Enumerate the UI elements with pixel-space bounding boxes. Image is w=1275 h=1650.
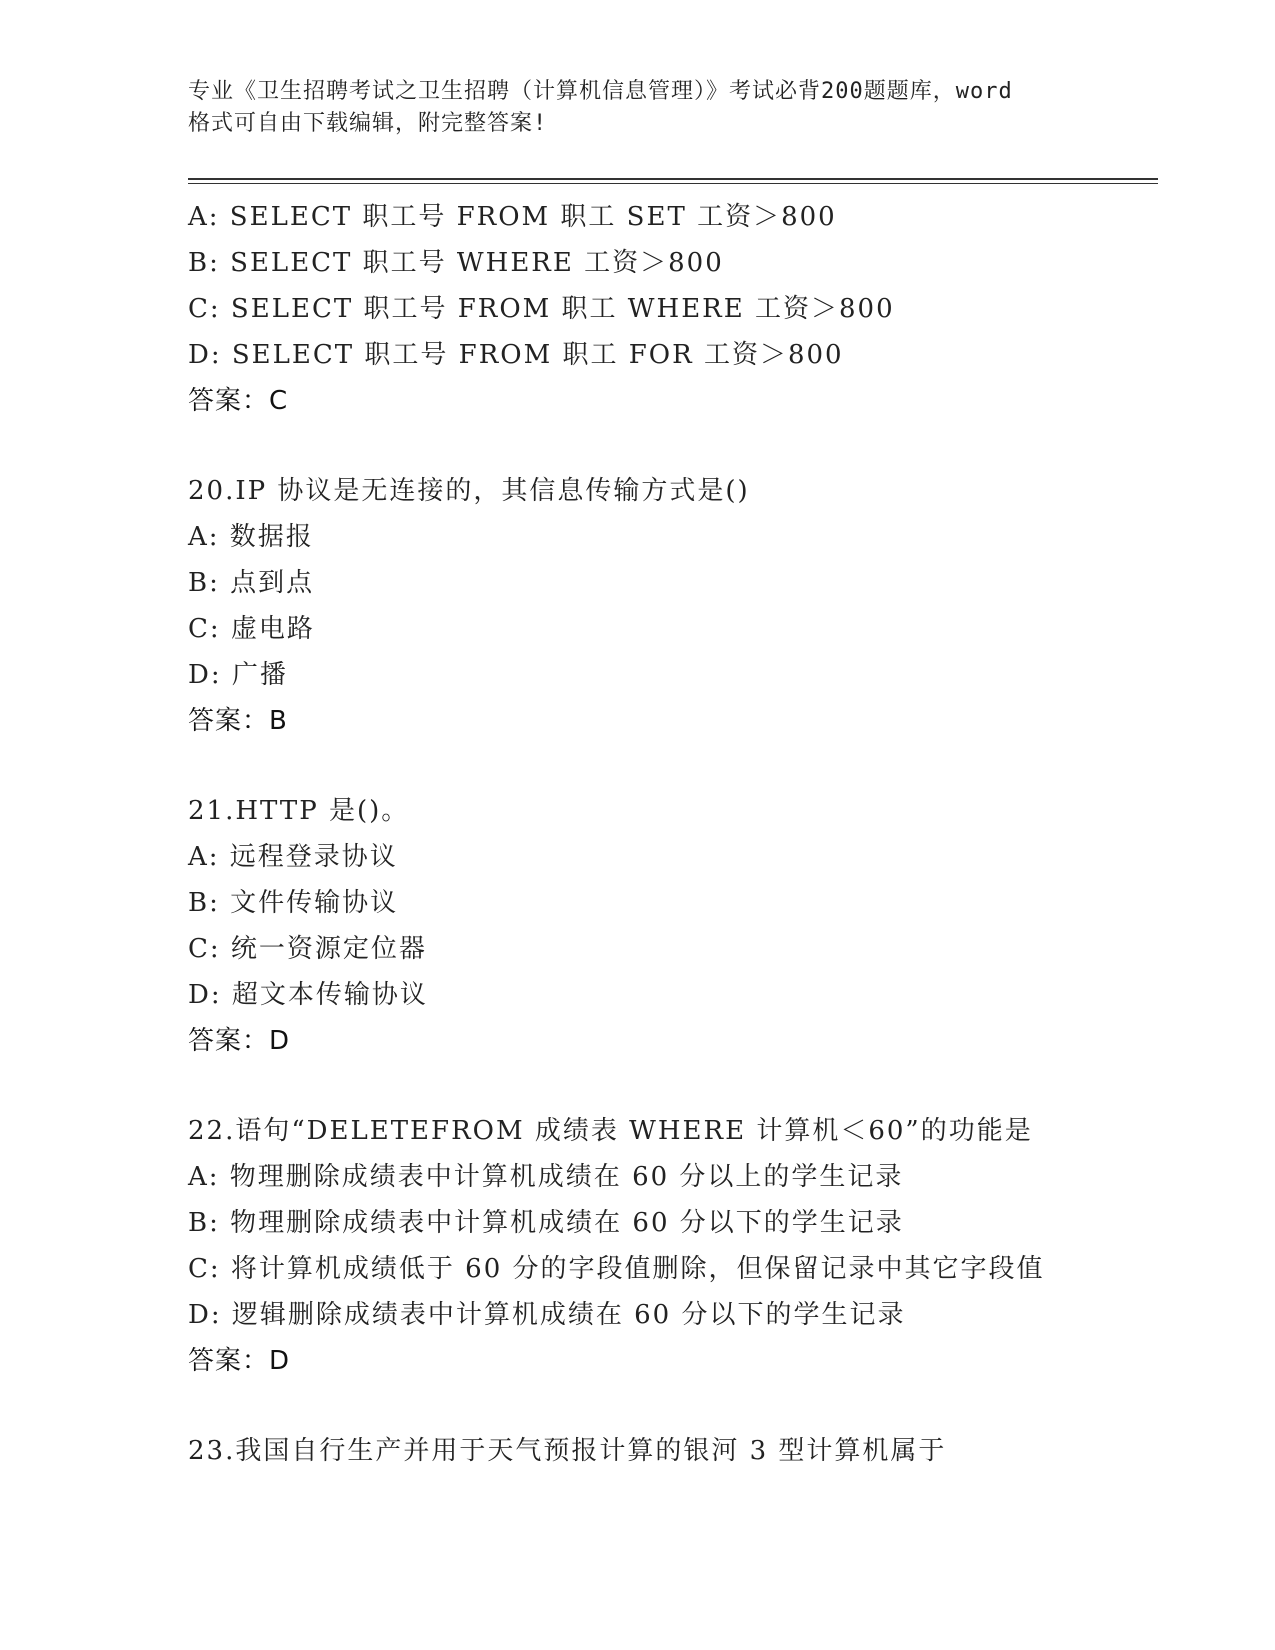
- option-a: A: 远程登录协议: [188, 842, 398, 872]
- option-c: C: 统一资源定位器: [188, 934, 427, 964]
- option-a: A: 物理删除成绩表中计算机成绩在 60 分以上的学生记录: [188, 1162, 904, 1192]
- option-d: D: 广播: [188, 660, 288, 690]
- question-stem: 22.语句“DELETEFROM 成绩表 WHERE 计算机＜60”的功能是: [188, 1116, 1033, 1146]
- header-line-2: 格式可自由下载编辑，附完整答案!: [188, 111, 548, 136]
- question-21: [188, 788, 1168, 1064]
- option-c: C: 将计算机成绩低于 60 分的字段值删除，但保留记录中其它字段值: [188, 1254, 1045, 1284]
- question-19: [188, 194, 1168, 424]
- question-22: [188, 1108, 1168, 1384]
- option-c: C: SELECT 职工号 FROM 职工 WHERE 工资＞800: [188, 294, 895, 324]
- option-a: A: SELECT 职工号 FROM 职工 SET 工资＞800: [188, 202, 837, 232]
- document-header: [188, 76, 1088, 140]
- question-list: [188, 194, 1168, 1474]
- spacer: [188, 744, 1168, 788]
- question-stem: 21.HTTP 是()。: [188, 796, 410, 826]
- spacer: [188, 424, 1168, 468]
- spacer: [188, 1064, 1168, 1108]
- answer: 答案：B: [188, 706, 288, 736]
- option-d: D: 超文本传输协议: [188, 980, 428, 1010]
- header-line-1: 专业《卫生招聘考试之卫生招聘（计算机信息管理）》考试必背200题题库，word: [188, 79, 1013, 104]
- question-stem: 20.IP 协议是无连接的，其信息传输方式是(): [188, 476, 750, 506]
- option-b: B: 物理删除成绩表中计算机成绩在 60 分以下的学生记录: [188, 1208, 904, 1238]
- option-d: D: 逻辑删除成绩表中计算机成绩在 60 分以下的学生记录: [188, 1300, 906, 1330]
- answer: 答案：D: [188, 1346, 291, 1376]
- option-b: B: SELECT 职工号 WHERE 工资＞800: [188, 248, 724, 278]
- option-b: B: 点到点: [188, 568, 315, 598]
- header-rule-thick: [188, 178, 1158, 180]
- option-d: D: SELECT 职工号 FROM 职工 FOR 工资＞800: [188, 340, 844, 370]
- answer: 答案：C: [188, 386, 289, 416]
- question-23: [188, 1428, 1168, 1474]
- answer: 答案：D: [188, 1026, 291, 1056]
- spacer: [188, 1384, 1168, 1428]
- question-stem: 23.我国自行生产并用于天气预报计算的银河 3 型计算机属于: [188, 1436, 947, 1466]
- option-a: A: 数据报: [188, 522, 314, 552]
- question-20: [188, 468, 1168, 744]
- option-b: B: 文件传输协议: [188, 888, 399, 918]
- header-rule-thin: [188, 183, 1158, 184]
- option-c: C: 虚电路: [188, 614, 315, 644]
